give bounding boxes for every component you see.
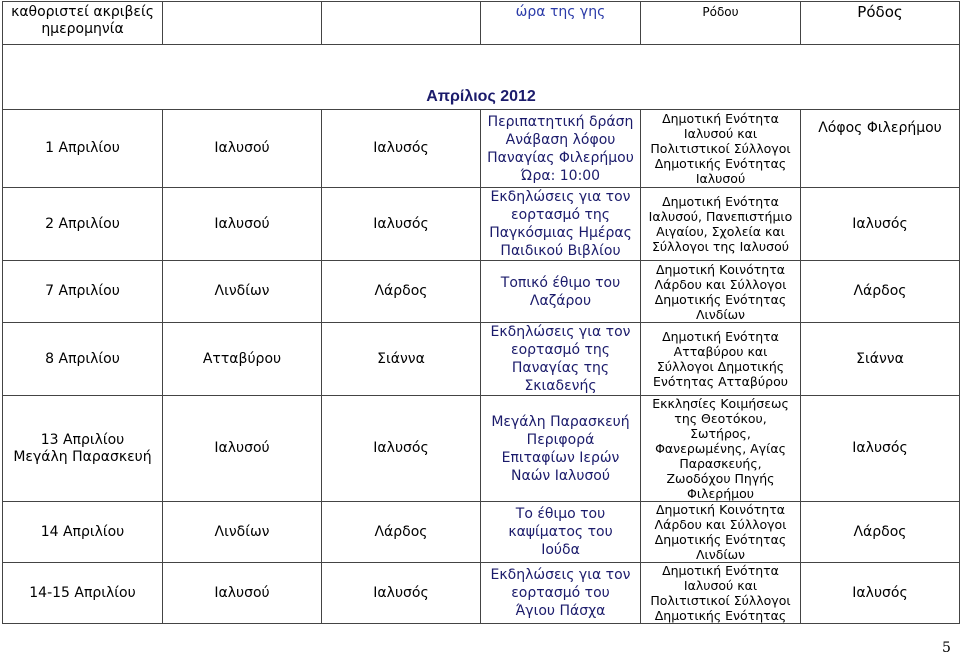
location-cell: Λάρδος (801, 502, 960, 563)
events-table (2, 1, 960, 624)
organizer-cell: Δημοτική Ενότητα Ιαλυσού και Πολιτιστικοί Σύλλογοι Δημοτικής Ενότητας (641, 563, 801, 624)
unit-cell: Λινδίων (163, 261, 322, 323)
header-cell (163, 2, 322, 45)
event-cell: Εκδηλώσεις για τον εορτασμό της Παναγίας της Σκιαδενής (481, 323, 641, 396)
event-cell: Εκδηλώσεις για τον εορτασμό του Άγιου Πάσχα (481, 563, 641, 624)
month-row (3, 45, 960, 110)
location-cell: Σιάννα (801, 323, 960, 396)
table-row (3, 261, 960, 323)
date-cell: 8 Απριλίου (3, 323, 163, 396)
table-row (3, 502, 960, 563)
location-cell: Λάρδος (801, 261, 960, 323)
event-cell: Μεγάλη Παρασκευή Περιφορά Επιταφίων Ιερών Ναών Ιαλυσού (481, 396, 641, 502)
location-cell: Λόφος Φιλερήμου (801, 110, 960, 188)
unit-cell: Ιαλυσού (163, 110, 322, 188)
unit-cell: Ιαλυσού (163, 188, 322, 261)
header-cell: ώρα της γης (481, 2, 641, 45)
header-row (3, 2, 960, 45)
table-row (3, 563, 960, 624)
date-cell: 13 Απριλίου Μεγάλη Παρασκευή (3, 396, 163, 502)
place-cell: Ιαλυσός (322, 563, 481, 624)
organizer-cell: Δημοτική Ενότητα Ιαλυσού, Πανεπιστήμιο Αιγαίου, Σχολεία και Σύλλογοι της Ιαλυσού (641, 188, 801, 261)
organizer-cell: Δημοτική Κοινότητα Λάρδου και Σύλλογοι Δημοτικής Ενότητας Λινδίων (641, 502, 801, 563)
unit-cell: Ατταβύρου (163, 323, 322, 396)
unit-cell: Ιαλυσού (163, 396, 322, 502)
place-cell: Ιαλυσός (322, 110, 481, 188)
header-cell: Ρόδου (641, 2, 801, 45)
organizer-cell: Δημοτική Κοινότητα Λάρδου και Σύλλογοι Δημοτικής Ενότητας Λινδίων (641, 261, 801, 323)
page-number: 5 (942, 640, 951, 656)
date-cell: 1 Απριλίου (3, 110, 163, 188)
event-cell: Εκδηλώσεις για τον εορτασμό της Παγκόσμιας Ημέρας Παιδικού Βιβλίου (481, 188, 641, 261)
date-cell: 2 Απριλίου (3, 188, 163, 261)
header-cell: καθοριστεί ακριβείς ημερομηνία (3, 2, 163, 45)
place-cell: Ιαλυσός (322, 188, 481, 261)
unit-cell: Λινδίων (163, 502, 322, 563)
location-cell: Ιαλυσός (801, 188, 960, 261)
date-cell: 14-15 Απριλίου (3, 563, 163, 624)
month-title: Απρίλιος 2012 (3, 45, 960, 110)
table-row (3, 188, 960, 261)
organizer-cell: Δημοτική Ενότητα Ιαλυσού και Πολιτιστικοί Σύλλογοι Δημοτικής Ενότητας Ιαλυσού (641, 110, 801, 188)
event-cell: Τοπικό έθιμο του Λαζάρου (481, 261, 641, 323)
header-cell: Ρόδος (801, 2, 960, 45)
place-cell: Λάρδος (322, 502, 481, 563)
table-row (3, 396, 960, 502)
place-cell: Ιαλυσός (322, 396, 481, 502)
header-cell (322, 2, 481, 45)
event-cell: Το έθιμο του καψίματος του Ιούδα (481, 502, 641, 563)
organizer-cell: Δημοτική Ενότητα Ατταβύρου και Σύλλογοι Δημοτικής Ενότητας Ατταβύρου (641, 323, 801, 396)
location-cell: Ιαλυσός (801, 396, 960, 502)
unit-cell: Ιαλυσού (163, 563, 322, 624)
place-cell: Λάρδος (322, 261, 481, 323)
organizer-cell: Εκκλησίες Κοιμήσεως της Θεοτόκου, Σωτήρος, Φανερωμένης, Αγίας Παρασκευής, Ζωοδόχου Πηγής Φιλερήμου (641, 396, 801, 502)
place-cell: Σιάννα (322, 323, 481, 396)
table-row (3, 110, 960, 188)
event-cell: Περιπατητική δράση Ανάβαση λόφου Παναγίας Φιλερήμου Ώρα: 10:00 (481, 110, 641, 188)
date-cell: 14 Απριλίου (3, 502, 163, 563)
table-row (3, 323, 960, 396)
location-cell: Ιαλυσός (801, 563, 960, 624)
date-cell: 7 Απριλίου (3, 261, 163, 323)
